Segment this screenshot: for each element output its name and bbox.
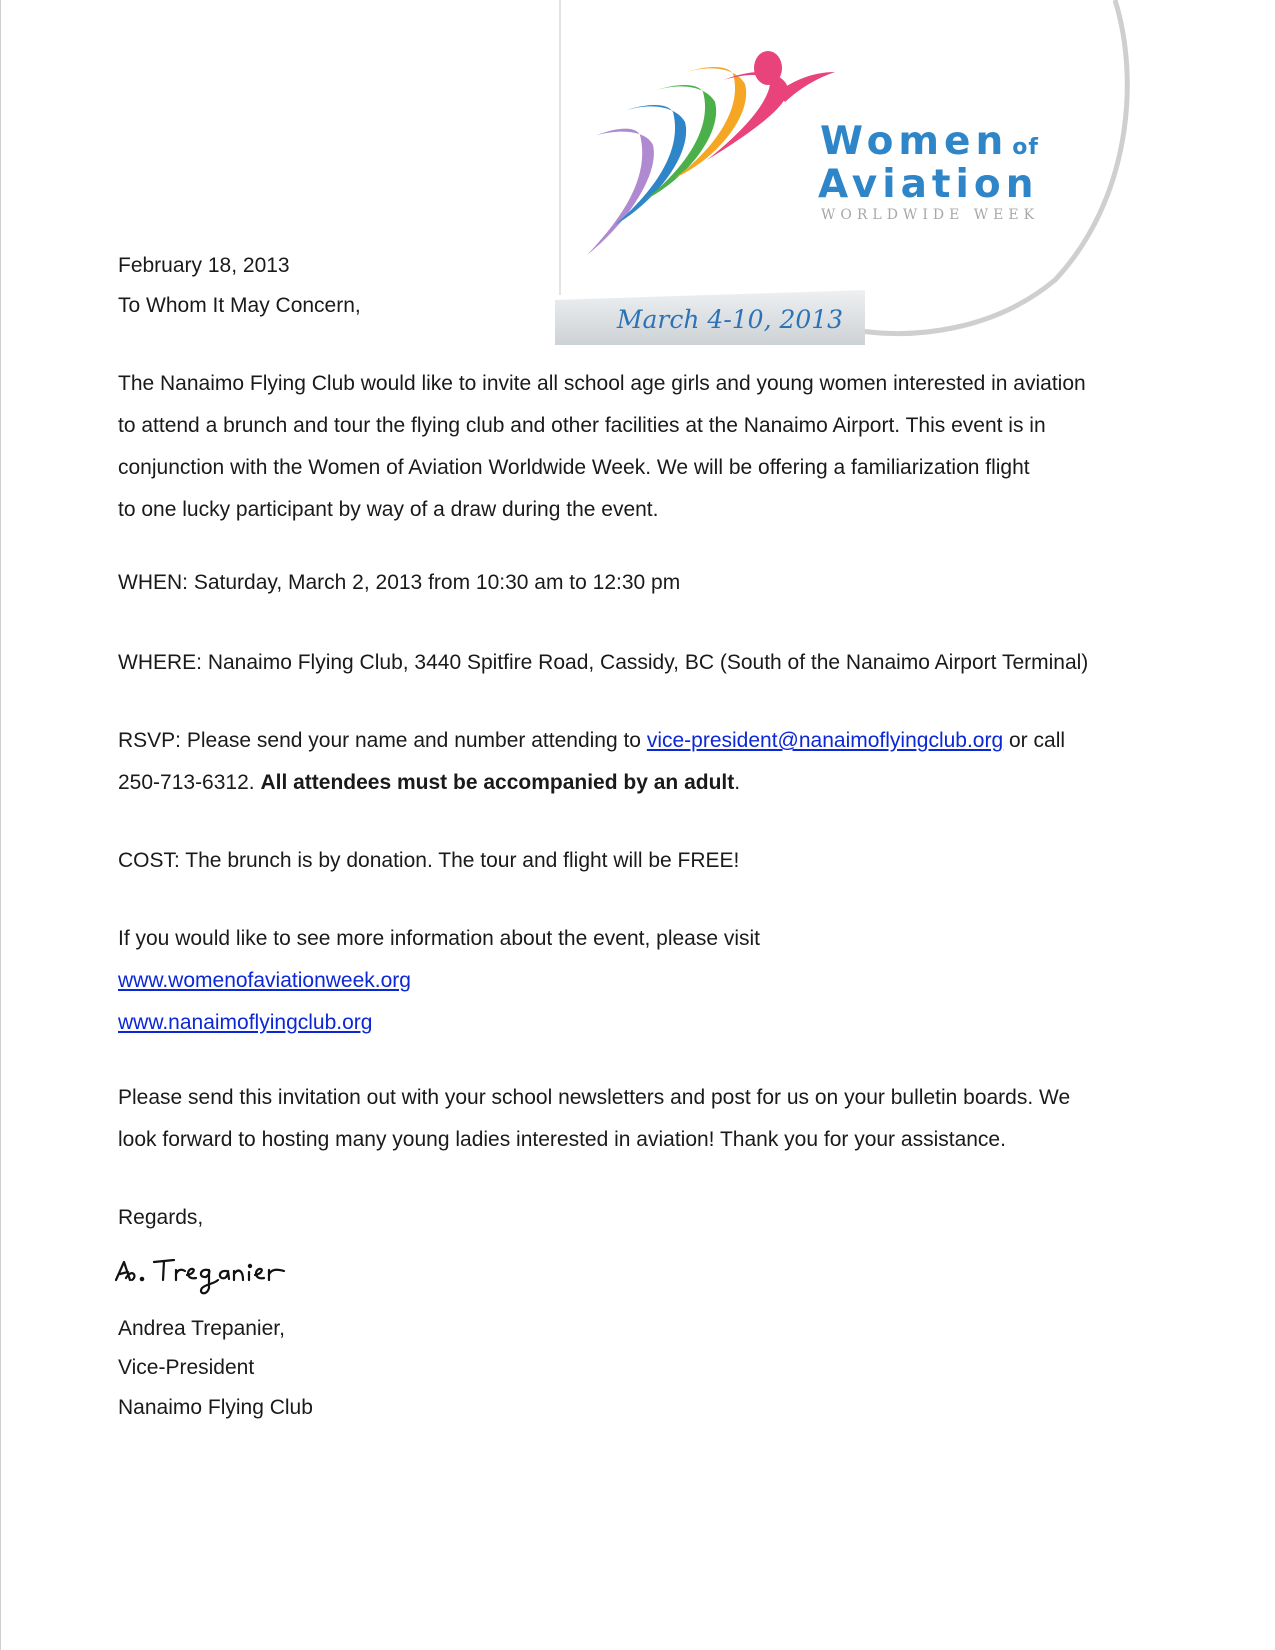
rsvp-email-link[interactable]: vice-president@nanaimoflyingclub.org (646, 729, 1004, 752)
signer-name: Andrea Trepanier, (118, 1317, 285, 1340)
event-dates: March 4-10, 2013 (616, 305, 844, 334)
rsvp-end: . (734, 771, 741, 794)
rsvp-adult-note: All attendees must be accompanied by an adult (260, 771, 735, 794)
women-of-aviation-link[interactable]: www.womenofaviationweek.org (118, 969, 411, 992)
intro-line: conjunction with the Women of Aviation Worldwide Week. We will be offering a familiarization flight (118, 456, 1030, 479)
more-info-paragraph (118, 918, 1168, 1044)
logo-worldwide-week-text: WORLDWIDE WEEK (821, 207, 1040, 223)
cost-line: COST: The brunch is by donation. The tour and flight will be FREE! (118, 849, 740, 872)
signer-organization: Nanaimo Flying Club (118, 1396, 313, 1419)
when-line: WHEN: Saturday, March 2, 2013 from 10:30 am to 12:30 pm (118, 571, 681, 594)
figure-head (754, 51, 782, 85)
closing-line: look forward to hosting many young ladies interested in aviation! Thank you for your assistance. (118, 1128, 1006, 1151)
letter-date: February 18, 2013 (118, 254, 290, 277)
nanaimo-flying-club-link[interactable]: www.nanaimoflyingclub.org (118, 1011, 373, 1034)
intro-line: to one lucky participant by way of a draw during the event. (118, 498, 659, 521)
where-line: WHERE: Nanaimo Flying Club, 3440 Spitfire Road, Cassidy, BC (South of the Nanaimo Airport Terminal) (118, 651, 1089, 674)
intro-paragraph (118, 363, 1168, 531)
rsvp-phone: 250-713-6312. (118, 771, 261, 794)
salutation: To Whom It May Concern, (118, 294, 361, 317)
page-left-edge (0, 0, 1, 1650)
rsvp-suffix: or call (1003, 729, 1066, 752)
closing-paragraph (118, 1077, 1168, 1161)
logo-word-of: of (1012, 135, 1039, 160)
logo-aviation-text: Aviation (818, 162, 1039, 207)
more-info-text: If you would like to see more information about the event, please visit (118, 927, 761, 950)
closing-line: Please send this invitation out with your school newsletters and post for us on your bulletin boards. We (118, 1086, 1071, 1109)
logo-word-women: Women (820, 119, 1009, 164)
regards: Regards, (118, 1206, 204, 1229)
intro-line: to attend a brunch and tour the flying club and other facilities at the Nanaimo Airport. This event is in (118, 414, 1046, 437)
intro-line: The Nanaimo Flying Club would like to invite all school age girls and young women interested in aviation (118, 372, 1086, 395)
rsvp-paragraph (118, 720, 1168, 804)
handwritten-signature (112, 1250, 302, 1315)
signer-title: Vice-President (118, 1356, 255, 1379)
women-of-aviation-logo-badge (555, 0, 1165, 380)
logo-women-text (820, 119, 1039, 164)
rsvp-prefix: RSVP: Please send your name and number attending to (118, 729, 647, 752)
